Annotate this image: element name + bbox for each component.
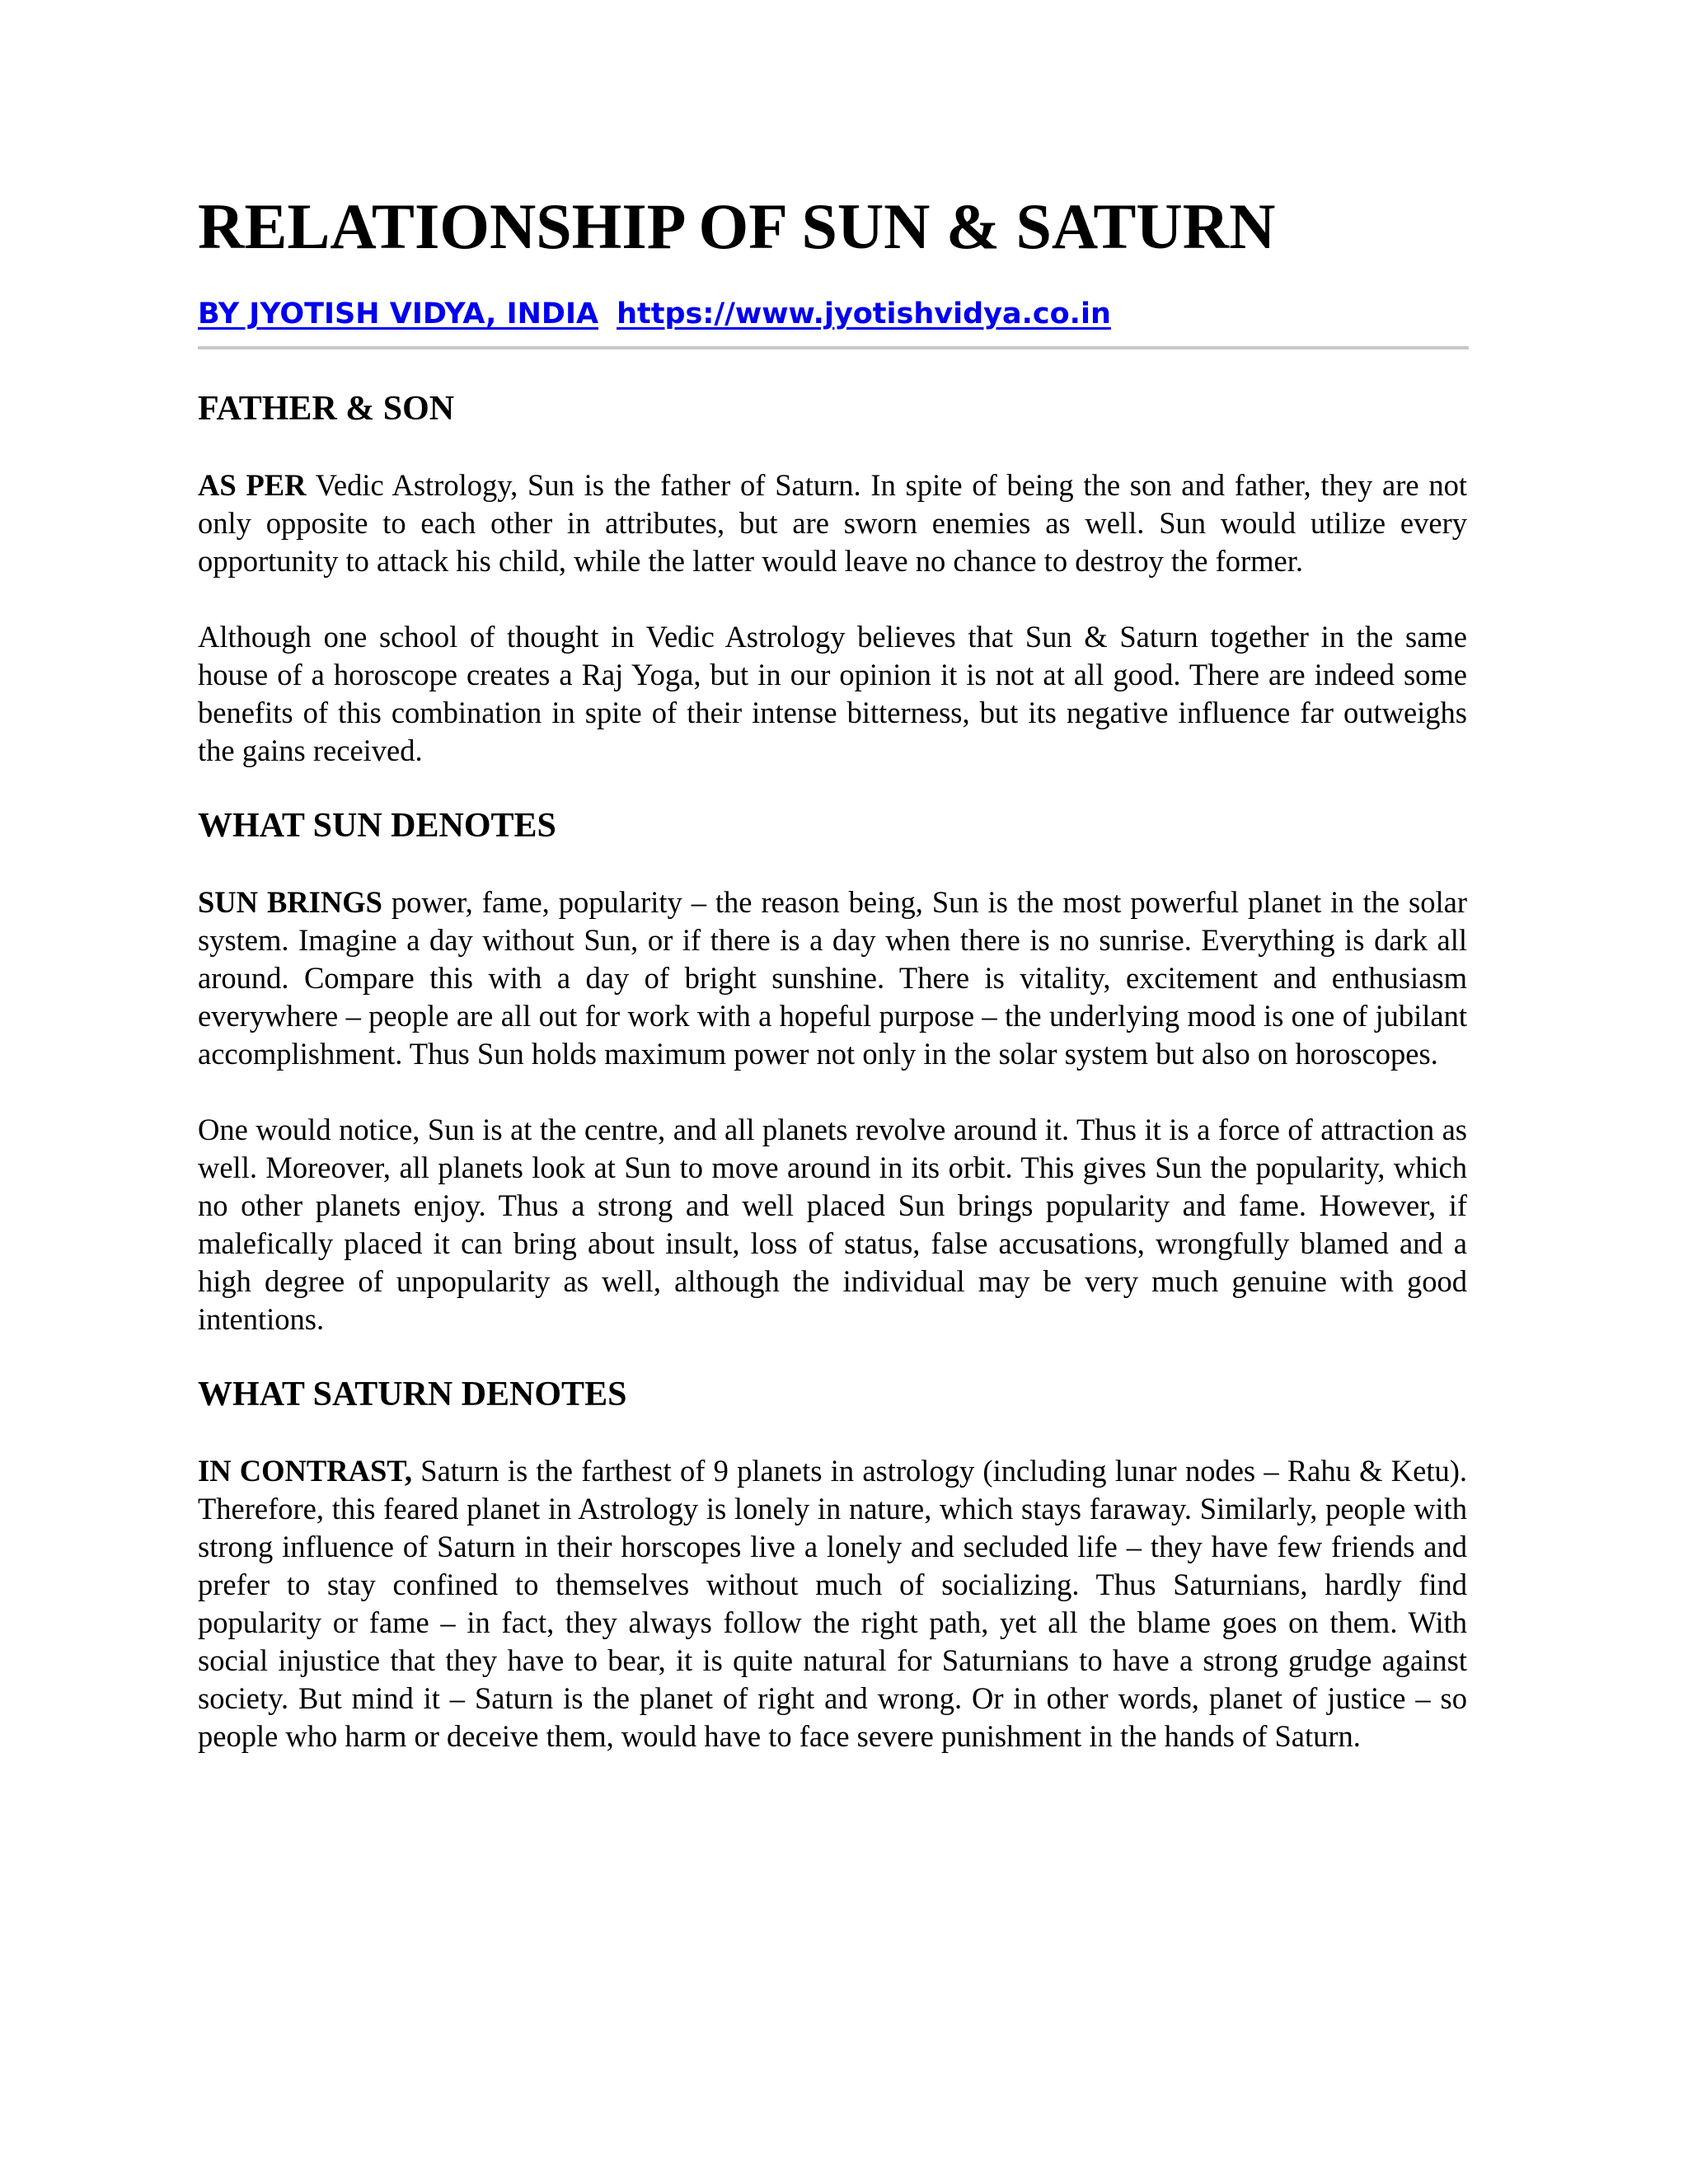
byline xyxy=(198,295,1467,333)
paragraph-text: Saturn is the farthest of 9 planets in astrology (including lunar nodes – Rahu & Ketu). Therefore, this feared planet in Astrology is lonely in nature, which stays faraway. Similarly, people with strong influence of Saturn in their horscopes live a lonely and secluded life – they have few friends and prefer to stay confined to themselves without much of socializing. Thus Saturnians, hardly find popularity or fame – in fact, they always follow the right path, yet all the blame goes on them. With social injustice that they have to bear, it is quite natural for Saturnians to have a strong grudge against society. But mind it – Saturn is the planet of right and wrong. Or in other words, planet of justice – so people who harm or deceive them, would have to face severe punishment in the hands of Saturn. xyxy=(198,1454,1467,1753)
paragraph-sun-1 xyxy=(198,883,1467,1073)
paragraph-lead: AS PER xyxy=(198,468,307,502)
paragraph-text: power, fame, popularity – the reason being, Sun is the most powerful planet in the solar system. Imagine a day without Sun, or if there is a day when there is no sunrise. Everything is dark all around. Compare this with a day of bright sunshine. There is vitality, excitement and enthusiasm everywhere – people are all out for work with a hopeful purpose – the underlying mood is one of jubilant accomplishment. Thus Sun holds maximum power not only in the solar system but also on horoscopes. xyxy=(198,885,1467,1071)
paragraph-saturn-1 xyxy=(198,1452,1467,1755)
paragraph-text: Vedic Astrology, Sun is the father of Saturn. In spite of being the son and father, they are not only opposite to each other in attributes, but are sworn enemies as well. Sun would utilize every opportunity to attack his child, while the latter would leave no chance to destroy the former. xyxy=(198,468,1467,578)
paragraph-sun-2 xyxy=(198,1111,1467,1338)
paragraph-text: Although one school of thought in Vedic Astrology believes that Sun & Saturn together in the same house of a horoscope creates a Raj Yoga, but in our opinion it is not at all good. There are indeed some benefits of this combination in spite of their intense bitterness, but its negative influence far outweighs the gains received. xyxy=(198,620,1467,767)
paragraph-father-son-1 xyxy=(198,466,1467,580)
horizontal-divider xyxy=(198,346,1469,349)
website-link[interactable]: https://www.jyotishvidya.co.in xyxy=(617,298,1111,330)
page-title: RELATIONSHIP OF SUN & SATURN xyxy=(198,190,1276,262)
author-link[interactable]: BY JYOTISH VIDYA, INDIA xyxy=(198,298,599,330)
section-heading-what-sun-denotes: WHAT SUN DENOTES xyxy=(198,807,556,845)
section-heading-father-son: FATHER & SON xyxy=(198,390,455,428)
document-page xyxy=(198,190,1467,1755)
paragraph-text: One would notice, Sun is at the centre, and all planets revolve around it. Thus it is a force of attraction as well. Moreover, all planets look at Sun to move around in its orbit. This gives Sun the popularity, which no other planets enjoy. Thus a strong and well placed Sun brings popularity and fame. However, if malefically placed it can bring about insult, loss of status, false accusations, wrongfully blamed and a high degree of unpopularity as well, although the individual may be very much genuine with good intentions. xyxy=(198,1113,1467,1336)
section-heading-what-saturn-denotes: WHAT SATURN DENOTES xyxy=(198,1376,627,1413)
paragraph-lead: SUN BRINGS xyxy=(198,885,382,919)
paragraph-lead: IN CONTRAST, xyxy=(198,1454,413,1488)
paragraph-father-son-2 xyxy=(198,618,1467,770)
